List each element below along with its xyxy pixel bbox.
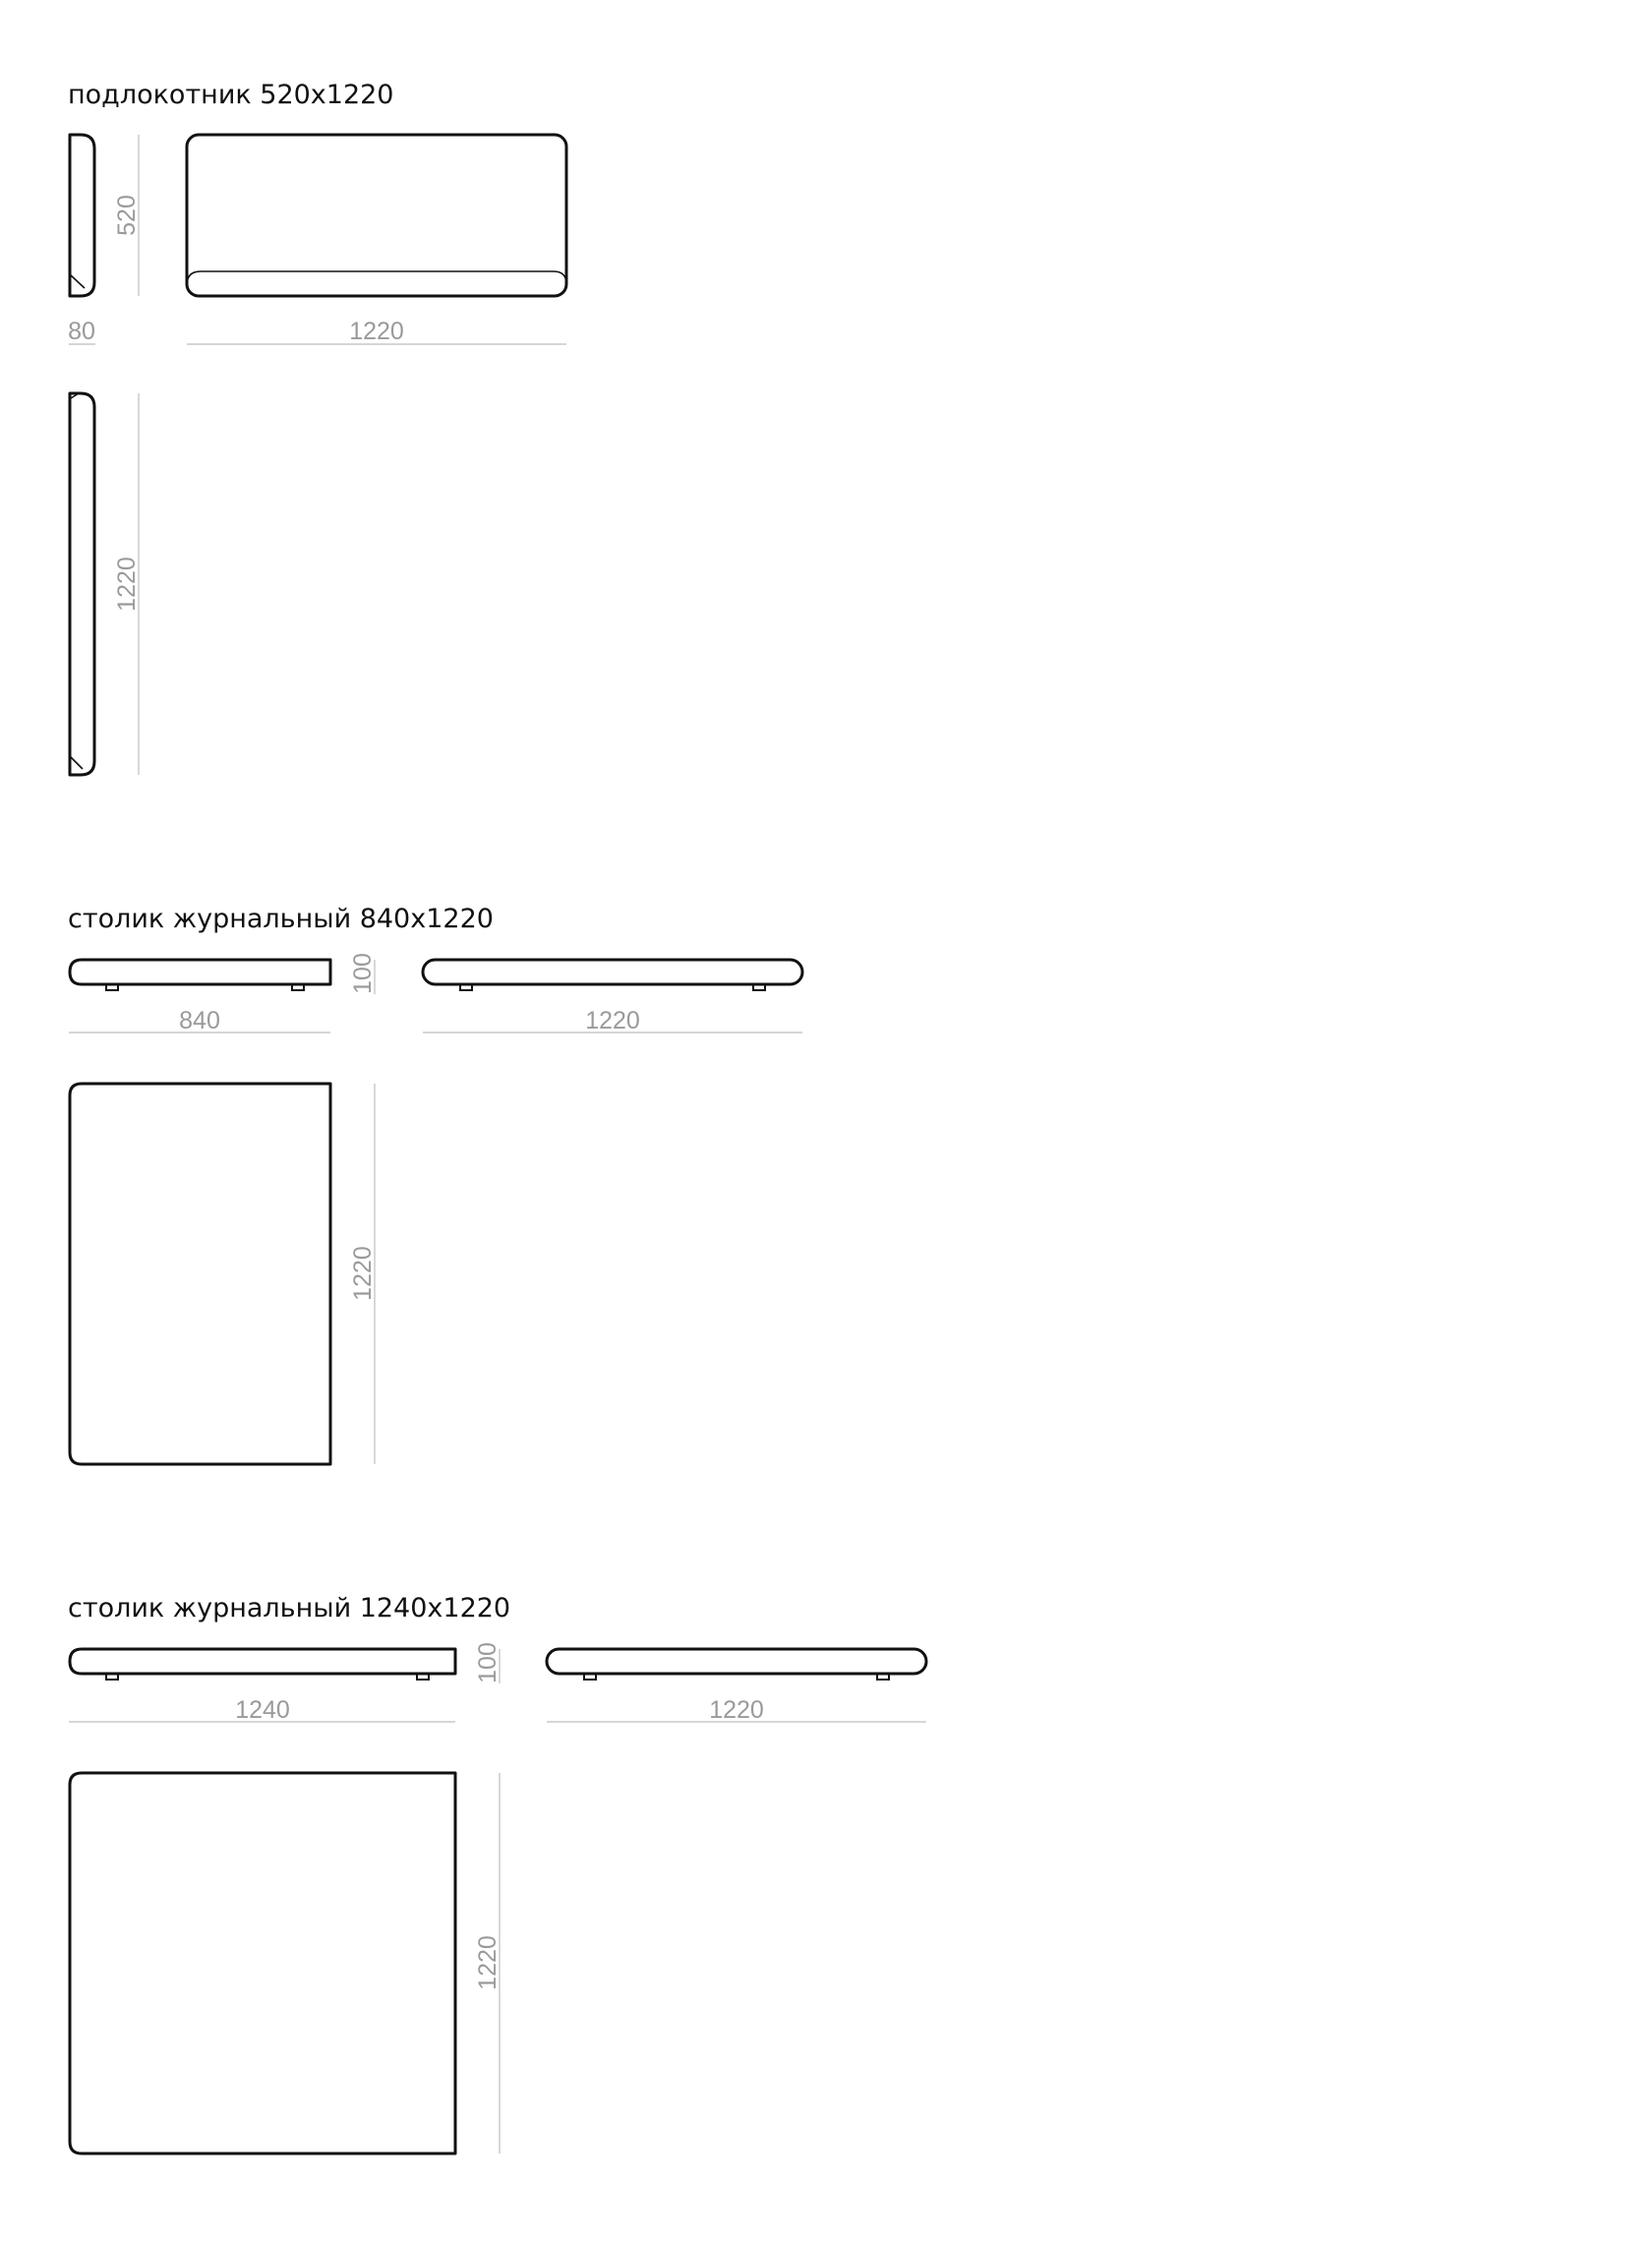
table840-length-label: 1220 [585,1007,640,1034]
section-coffee-table-840 [68,904,802,1464]
armrest-depth-label: 80 [68,318,95,345]
table1240-width-label: 1240 [235,1696,290,1724]
armrest-height-label: 520 [113,195,141,236]
armrest-length-label: 1220 [113,557,141,612]
armrest-side-view [70,135,94,296]
table840-height-label: 100 [349,953,377,994]
table1240-length-label: 1220 [709,1696,764,1724]
section-coffee-table-1240 [68,1593,926,2154]
section-armrest [68,80,566,775]
armrest-width-label: 1220 [349,318,404,345]
table1240-side-view [70,1649,455,1680]
armrest-top-view [70,393,94,775]
armrest-title: подлокотник 520х1220 [68,80,394,110]
table840-width-label: 840 [179,1007,220,1034]
table840-side-view [70,960,330,990]
table840-top-view [70,1084,330,1464]
table840-depth-label: 1220 [349,1246,377,1301]
table840-title: столик журнальный 840х1220 [68,904,494,934]
table1240-height-label: 100 [474,1642,502,1683]
table1240-front-view [547,1649,926,1680]
table1240-title: столик журнальный 1240х1220 [68,1593,511,1623]
table1240-top-view [70,1773,455,2154]
table840-front-view [423,960,802,990]
armrest-front-view [187,135,566,296]
table1240-depth-label: 1220 [474,1935,502,1990]
